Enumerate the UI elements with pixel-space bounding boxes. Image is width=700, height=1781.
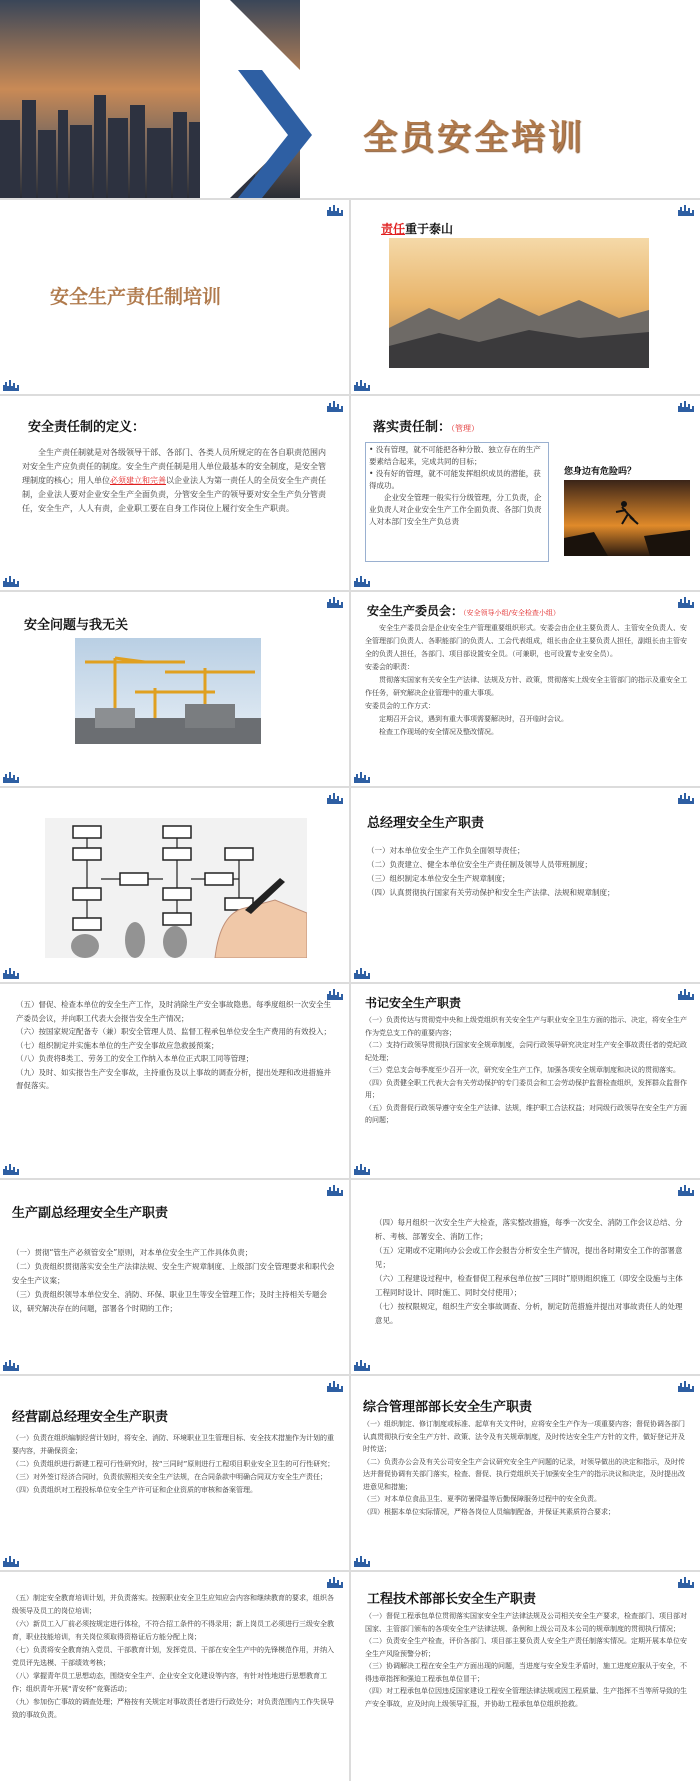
slide-responsibility-system-training	[0, 200, 349, 394]
duty-item: （三）负责组织领导本单位安全、消防、环保、职业卫生等安全管理工作；及时主持相关专题会议，研究解决存在的问题，部署各个时期的工作；	[12, 1290, 327, 1313]
slide-title	[367, 602, 560, 619]
city-logo-icon	[354, 967, 372, 979]
paragraph: 安全生产委员会是企业安全生产管理重要组织形式。安委会由企业主要负责人、主管安全负责人、安全管理部门负责人、各职能部门的负责人、工会代表组成，组长由企业主要负责人担任，副组长由主管安全的负责人担任，各部门、项目部设置安全员。（可兼职，也可设置专业安全员）。	[365, 624, 687, 658]
slide-title	[373, 416, 479, 435]
duty-item: （七）组织制定并实施本单位的生产安全事故应急救援预案；	[16, 1040, 219, 1050]
slide-title: 经营副总经理安全生产职责	[12, 1410, 169, 1425]
title-text: 安全生产委员会：	[367, 604, 464, 618]
duty-item: （九）及时、如实报告生产安全事故，主持重伤及以上事故的调查分析，提出处理和改进措施并督促落实。	[16, 1067, 331, 1090]
definition-paragraph	[22, 446, 327, 516]
slide-gm-duties-2	[0, 984, 349, 1178]
paragraph: 安委会的职责：	[365, 663, 414, 671]
city-logo-icon	[354, 575, 372, 587]
city-logo-icon	[678, 1380, 696, 1392]
slide-production-vp-duties-2	[351, 1180, 700, 1374]
paragraph: 贯彻落实国家有关安全生产法律、法规及方针、政策，贯彻落实上级安全主管部门的指示及重安全工作任务，研究解决企业管理中的重大事项。	[365, 676, 687, 697]
city-logo-icon	[3, 1163, 21, 1175]
duty-item: （二）支持行政领导贯彻执行国家安全规章制度，会同行政领导研究决定对生产安全事故责任者的党纪政纪处理；	[365, 1041, 687, 1062]
city-logo-icon	[3, 1555, 21, 1567]
slide-implement-responsibility	[351, 396, 700, 590]
duty-item: （八）掌握青年员工思想动态，围绕安全生产、企业安全文化建设等内容，有针对性地进行思想教育工作；组织青年开展“青安杯”竞赛活动；	[12, 1672, 327, 1693]
duty-item: （七）负责将安全教育纳入党员、干部教育计划，发挥党员、干部在安全生产中的先锋模范作用，并纳入党员评先选模、干部绩效考核；	[12, 1646, 334, 1667]
duty-item: （一）负责传达与贯彻党中央和上级党组织有关安全生产与职业安全卫生方面的指示、决定，将安全生产作为党总支工作的重要内容；	[365, 1016, 687, 1037]
duty-item: （一）对本单位安全生产工作负全面领导责任；	[367, 846, 525, 855]
duty-item: （三）协调解决工程在安全生产方面出现的问题，当进度与安全发生矛盾时，施工进度应服从于安全，不得违章指挥和强迫工程承包单位冒干；	[365, 1662, 687, 1683]
slide-safety-not-my-business	[0, 592, 349, 786]
paragraph: 检查工作现场的安全情况及整改情况。	[379, 728, 498, 736]
slide-definition	[0, 396, 349, 590]
duty-item: （八）负责将8类工、劳务工的安全工作纳入本单位正式职工同等管理；	[16, 1054, 254, 1063]
duty-item: （一）督促工程承包单位贯彻落实国家安全生产法律法规及公司相关安全生产要求，检查部门、项目部对国家、主管部门颁布的各项安全生产法律法规、条例和上级公司及本公司的规章制度的贯彻执行情况；	[365, 1612, 687, 1633]
city-logo-icon	[354, 1555, 372, 1567]
duty-item: （四）根据本单位实际情况，严格各岗位人员编制配备，并保证其素质符合要求；	[363, 1507, 615, 1516]
duty-list	[16, 998, 336, 1093]
city-logo-icon	[327, 1184, 345, 1196]
city-logo-icon	[354, 1359, 372, 1371]
construction-cranes-photo	[75, 638, 261, 744]
definition-text-rest: 以企业法人为第一责任人的全员安全生产责任制，企业法人要对企业安全生产全面负责，分管安全生产的领导要对安全生产负分管责任，安全生产，人人有责，企业职工要在自身工作岗位上履行安全生产职责。	[22, 476, 326, 513]
city-logo-icon	[327, 596, 345, 608]
slide-title: 安全生产责任制培训	[50, 286, 222, 308]
city-logo-icon	[678, 1576, 696, 1588]
duty-item: （三）组织制定本单位安全生产规章制度；	[367, 874, 510, 883]
slide-business-vp-duties	[0, 1376, 349, 1570]
duty-item: （一）贯彻“管生产必须管安全”原则，对本单位安全生产工作具体负责；	[12, 1248, 253, 1257]
duty-item: （五）制定安全教育培训计划，并负责落实。按照职业安全卫生应知应会内容和继续教育的要求，组织各级领导及员工的岗位培训；	[12, 1594, 334, 1615]
slide-title	[381, 220, 453, 237]
city-logo-icon	[354, 379, 372, 391]
slide-title: 综合管理部部长安全生产职责	[363, 1400, 533, 1415]
committee-text	[365, 622, 687, 739]
slide-safety-committee	[351, 592, 700, 786]
bullet-item: • 没有好的管理，就不可能发挥组织成员的潜能，获得成功。	[369, 469, 541, 490]
duty-item: （七）按权限规定，组织生产安全事故调查、分析，制定防范措施并提出对事故责任人的处理意见。	[375, 1302, 683, 1325]
city-logo-icon	[327, 792, 345, 804]
city-logo-icon	[3, 967, 21, 979]
slide-title: 总经理安全生产职责	[367, 816, 485, 831]
city-logo-icon	[3, 575, 21, 587]
slide-secretary-duties	[351, 984, 700, 1178]
duty-item: （四）认真贯彻执行国家有关劳动保护和安全生产法律、法规和规章制度；	[367, 888, 615, 897]
slide-title: 生产副总经理安全生产职责	[12, 1206, 169, 1221]
slide-flowchart-image	[0, 788, 349, 982]
cliff-jump-photo	[564, 480, 690, 556]
duty-item: （四）负责组织对工程投标单位安全生产许可证和企业资质的审核和备案管理。	[12, 1486, 257, 1494]
duty-item: （二）负责安全生产检查，评价各部门、项目部主要负责人安全生产责任制落实情况。定期开展本单位安全生产风险预警分析；	[365, 1637, 687, 1658]
city-logo-icon	[3, 1359, 21, 1371]
duty-item: （四）每月组织一次安全生产大检查，落实整改措施，每季一次安全、消防工作会议总结、分析、考核、部署安全、消防工作；	[375, 1218, 683, 1241]
slide-title: 安全责任制的定义：	[28, 420, 146, 435]
duty-list	[365, 1610, 689, 1710]
duty-item: （三）对外签订经济合同时，负责依照相关安全生产法规，在合同条款中明确合同双方安全生产责任；	[12, 1473, 327, 1481]
duty-item: （一）负责在组织编制经营计划时，将安全、消防、环境职业卫生管理目标、安全技术措施作为计划的重要内容，并确保资金；	[12, 1434, 334, 1455]
city-logo-icon	[678, 400, 696, 412]
duty-item: （三）党总支会每季度至少召开一次，研究安全生产工作，加强各项安全规章制度和决议的贯彻落实。	[365, 1066, 680, 1074]
duty-item: （六）新员工入厂前必须按规定进行体检，不符合招工条件的不得录用；新上岗员工必须进行三级安全教育，职业技能培训，有关岗位须取得资格证后方能分配上岗；	[12, 1620, 334, 1641]
duty-item: （四）对工程承包单位因违反国家建设工程安全管理法律法规或因工程质量、生产指挥不当等所导致的生产安全事故，应及时向上级领导汇报，并协助工程承包单位组织抢救。	[365, 1687, 687, 1708]
city-logo-icon	[354, 771, 372, 783]
cover-chevron-decoration	[200, 0, 360, 198]
cover-slide	[0, 0, 700, 198]
slide-title: 工程技术部部长安全生产职责	[367, 1592, 537, 1607]
title-highlight: 责任	[381, 222, 406, 236]
slide-title: 书记安全生产职责	[365, 996, 462, 1010]
city-logo-icon	[678, 596, 696, 608]
city-logo-icon	[3, 771, 21, 783]
duty-list	[367, 844, 689, 900]
city-logo-icon	[354, 1163, 372, 1175]
city-logo-icon	[327, 1576, 345, 1588]
paragraph: 安委员会的工作方式：	[365, 702, 435, 710]
duty-list	[365, 1014, 689, 1127]
title-tag: （管理）	[451, 424, 480, 433]
slide-engineering-duties	[351, 1572, 700, 1781]
slide-gm-duties	[351, 788, 700, 982]
duty-list	[12, 1592, 338, 1722]
city-logo-icon	[327, 204, 345, 216]
duty-item: （二）负责建立、健全本单位安全生产责任制及领导人员带班制度；	[367, 860, 592, 869]
duty-list	[375, 1216, 685, 1328]
duty-item: （六）工程建设过程中，检查督促工程承包单位按“三同时”原则组织施工（即安全设施与主体工程同时设计、同时施工、同时交付使用）；	[375, 1274, 683, 1297]
slide-general-mgmt-duties-2	[0, 1572, 349, 1781]
duty-item: （九）参加伤亡事故的调查处理；严格按有关规定对事故责任者进行行政处分；对负责范围内工作失误导致的事故负责。	[12, 1698, 334, 1719]
duty-item: （五）定期或不定期向办公会或工作会报告分析安全生产情况，提出各时期安全工作的部署意见；	[375, 1246, 683, 1269]
definition-text: 全生产责任制就是对各级领导干部、各部门、各类人员所规定的在各自职责范围内对安全生产应负责任的制度。安全生产责任制是用人单位最基本的安全制度，是安全管理制度的核心；用人单位	[22, 448, 326, 485]
mountain-photo	[389, 238, 649, 368]
management-bullets	[369, 444, 545, 528]
title-tag: （安全领导小组/安全检查小组）	[463, 609, 560, 617]
duty-item: （六）按国家规定配备专（兼）职安全管理人员、监督工程承包单位安全生产费用的有效投入；	[16, 1027, 331, 1036]
city-logo-icon	[678, 988, 696, 1000]
city-logo-icon	[678, 792, 696, 804]
definition-highlight: 必须建立和完善	[110, 476, 166, 485]
city-logo-icon	[327, 1380, 345, 1392]
city-logo-icon	[327, 400, 345, 412]
cover-title: 全员安全培训	[363, 118, 585, 158]
danger-question: 您身边有危险吗？	[564, 467, 637, 477]
duty-list	[363, 1418, 689, 1518]
bullet-item: • 没有管理，就不可能把各种分散、独立存在的生产要素结合起来，完成共同的目标；	[369, 445, 541, 466]
city-logo-icon	[678, 204, 696, 216]
slide-title: 安全问题与我无关	[24, 618, 129, 633]
duty-item: （二）负责组织贯彻落实安全生产法律法规、安全生产规章制度、上级部门安全管理要求和职代会安全生产议案；	[12, 1262, 335, 1285]
duty-item: （五）督促、检查本单位的安全生产工作，及时消除生产安全事故隐患。每季度组织一次安全生产委员会议，并向职工代表大会报告安全生产情况；	[16, 1000, 331, 1023]
duty-item: （五）负责督促行政领导遵守安全生产法律、法规，维护职工合法权益；对同级行政领导在安全生产方面的问题；	[365, 1103, 687, 1124]
duty-item: （二）负责组织进行新建工程可行性研究时，按“三同时”原则进行工程项目职业安全卫生的可行性研究；	[12, 1460, 335, 1468]
duty-item: （一）组织制定、修订制度或标准、起草有关文件时，应将安全生产作为一项重要内容；督促协调各部门认真贯彻执行安全生产方针、政策、法令及有关规章制度，及时传达安全生产方针的文件，做好登记并及时传送；	[363, 1420, 685, 1453]
slide-responsibility-mountain	[351, 200, 700, 394]
duty-list	[12, 1432, 337, 1497]
city-logo-icon	[678, 1184, 696, 1196]
duty-list	[12, 1246, 337, 1316]
slide-general-mgmt-duties	[351, 1376, 700, 1570]
title-rest: 重于泰山	[405, 222, 454, 236]
title-text: 落实责任制：	[373, 420, 452, 435]
city-logo-icon	[3, 379, 21, 391]
slide-production-vp-duties	[0, 1180, 349, 1374]
duty-item: （二）负责办公会及有关公司安全生产会议研究安全生产问题的记录，对领导做出的决定和指示，及时传达并督促协调有关部门落实，检查、督促、执行党组织关于加强安全生产的指示决议和决定，及时提出改进意见和措施；	[363, 1457, 685, 1491]
hand-drawing-flowchart-photo	[45, 818, 307, 958]
duty-item: （三）对本单位食品卫生、夏季防暑降温等后勤保障服务过程中的安全负责。	[363, 1495, 601, 1503]
duty-item: （四）负责健全职工代表大会有关劳动保护的专门委员会和工会劳动保护监督检查组织，发挥群众监督作用；	[365, 1078, 687, 1099]
paragraph: 定期召开会议，遇到有重大事项需要解决时，召开临时会议。	[379, 715, 568, 723]
management-paragraph: 企业安全管理一般实行分级管理，分工负责，企业负责人对企业安全生产工作全面负责、各部门负责人对本部门安全生产负总责	[369, 493, 542, 526]
